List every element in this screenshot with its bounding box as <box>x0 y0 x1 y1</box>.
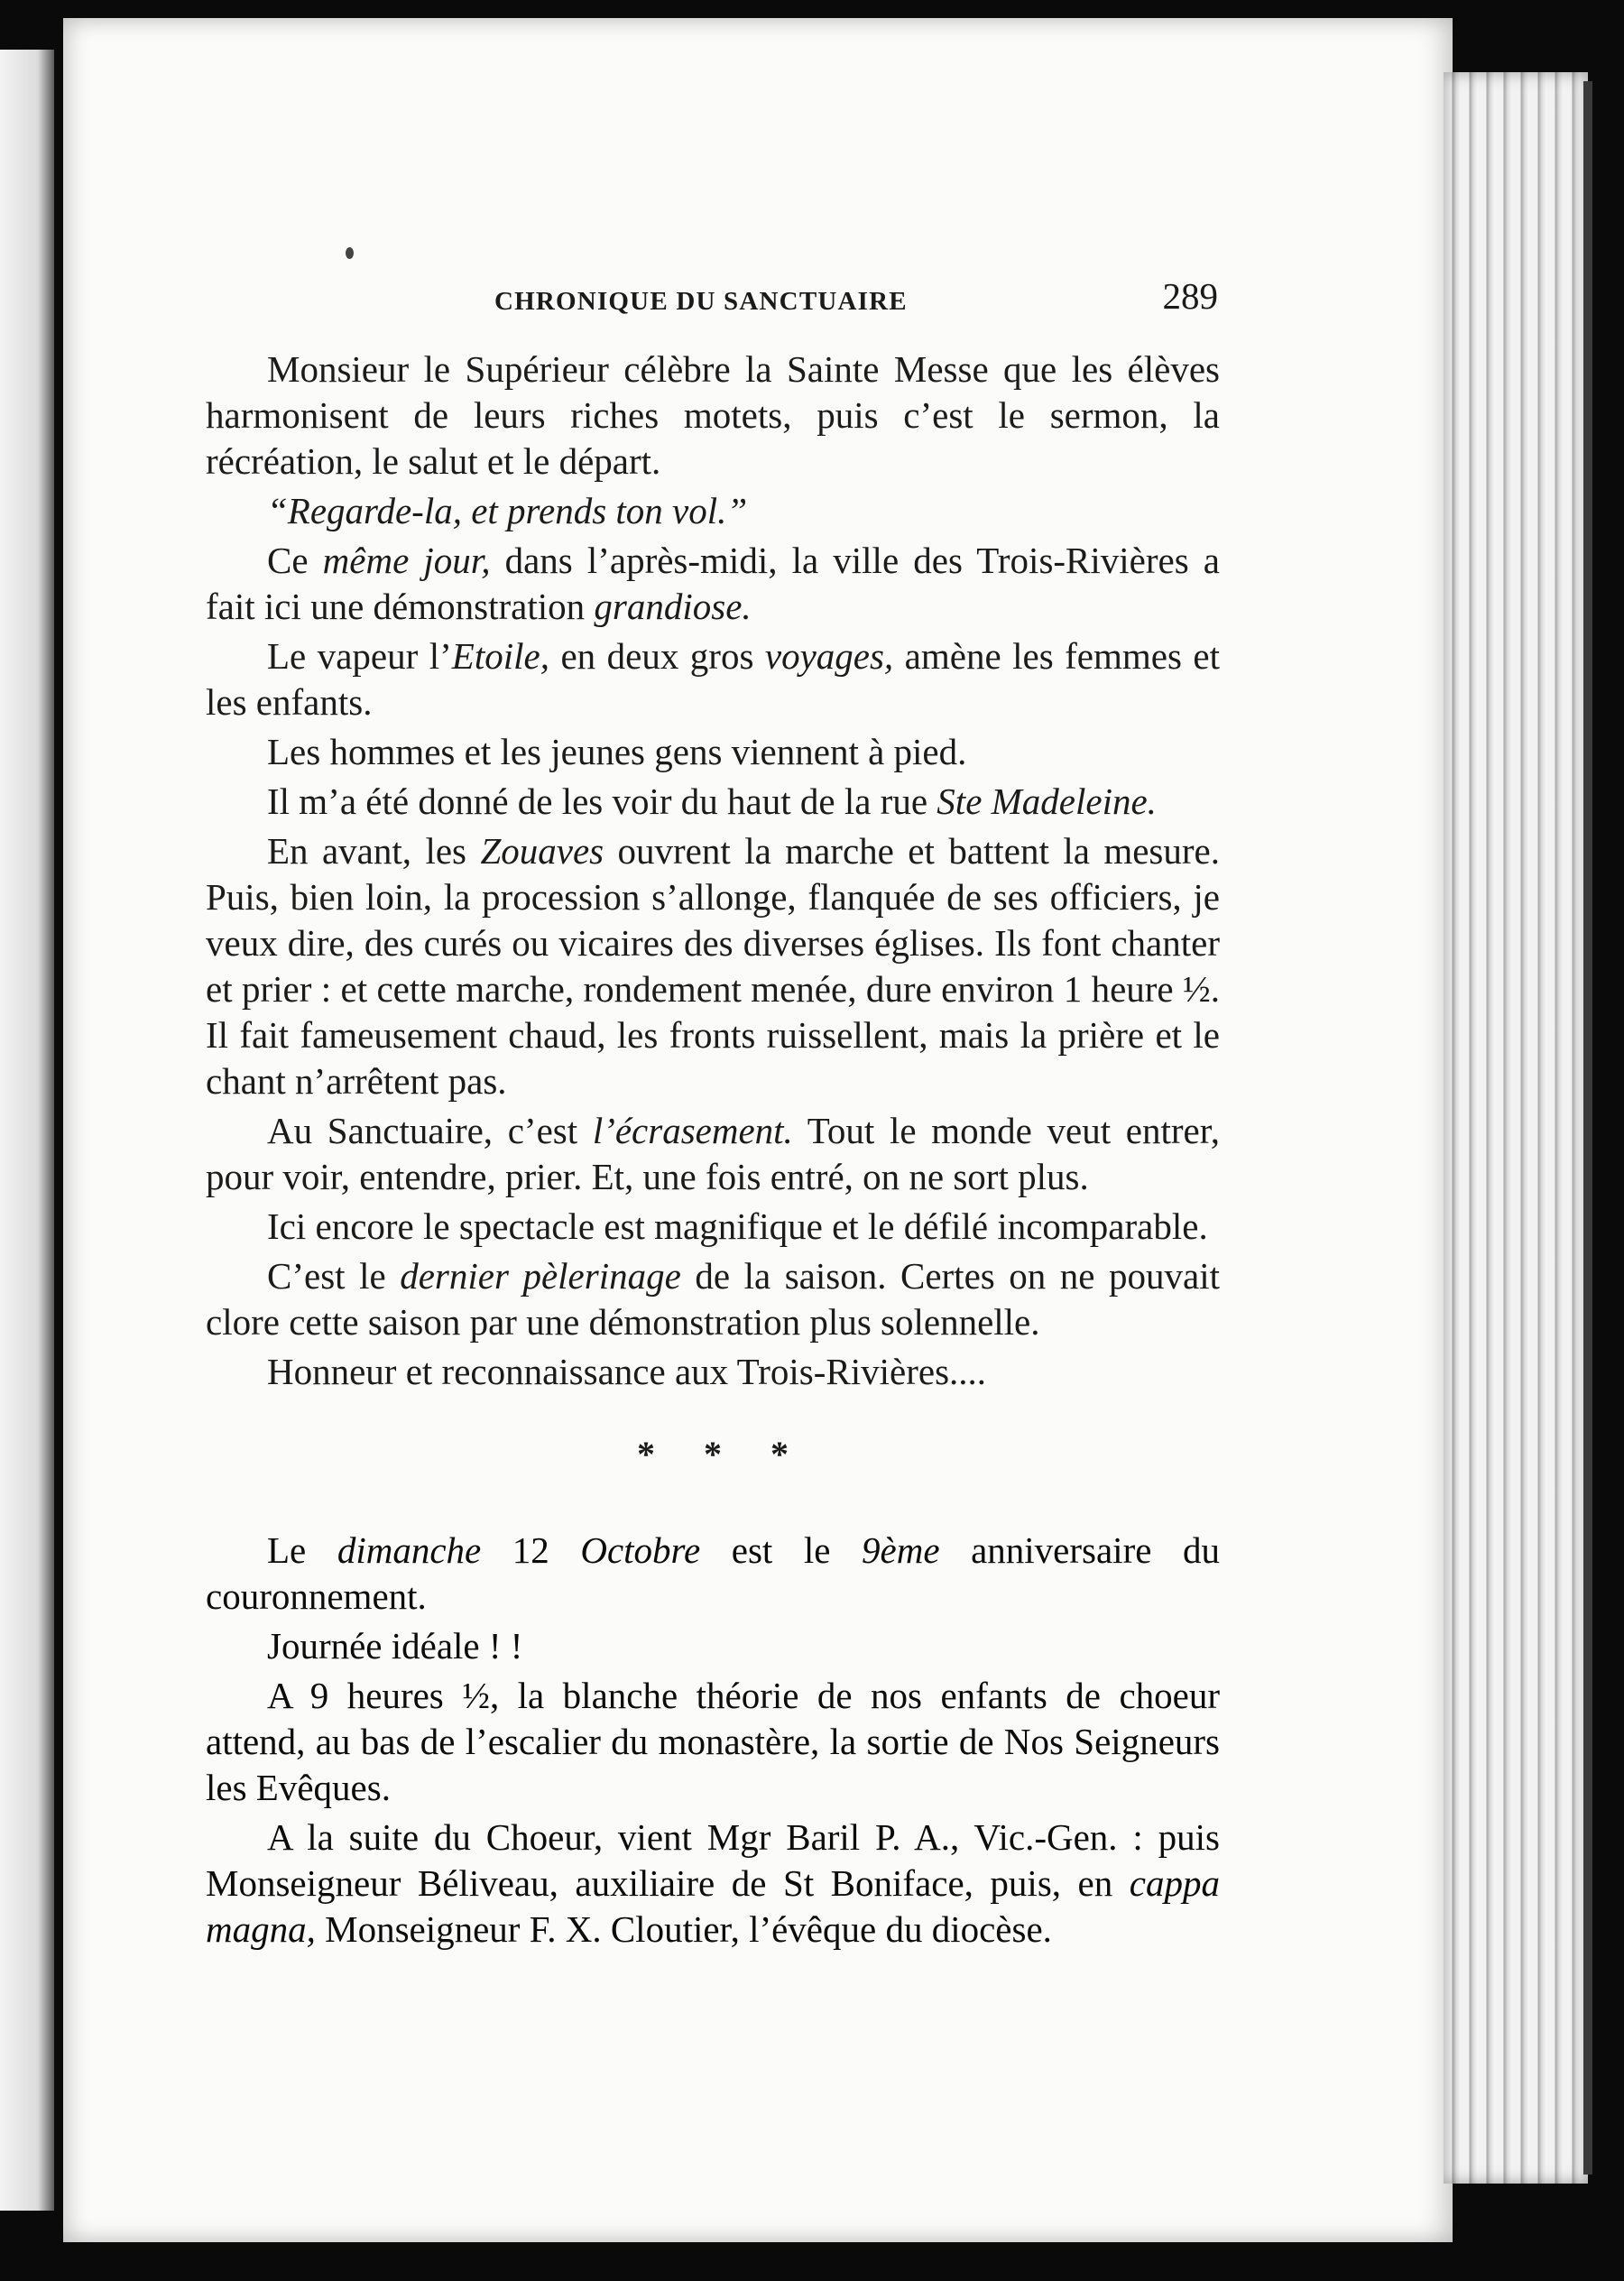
text-run: Honneur et reconnaissance aux Trois-Rivières.... <box>267 1351 987 1392</box>
italic-run: dimanche <box>337 1529 482 1571</box>
paragraph <box>206 1349 1220 1395</box>
text-run: de la saison. Certes on ne pouvait clore cette saison par une démonstration plus solennelle. <box>206 1255 1221 1343</box>
paragraphs-after-divider <box>206 1528 1220 1953</box>
paragraph <box>206 1623 1220 1669</box>
paragraph <box>206 538 1220 630</box>
text-run: Ici encore le spectacle est magnifique et le défilé incomparable. <box>267 1205 1208 1247</box>
text-run: Monseigneur F. X. Cloutier, l’évêque du diocèse. <box>315 1908 1052 1950</box>
previous-page-edge <box>0 50 54 2211</box>
paragraph <box>206 1108 1220 1200</box>
text-run: A la suite du Choeur, vient Mgr Baril P. A., Vic.-Gen. : puis Monseigneur Béliveau, auxiliaire de St Boniface, puis, en <box>206 1816 1220 1904</box>
text-run: C’est le <box>267 1255 401 1297</box>
paragraph <box>206 1253 1220 1345</box>
paragraph <box>206 779 1220 825</box>
paragraph <box>206 1815 1220 1953</box>
italic-run: Etoile, <box>451 635 549 677</box>
italic-run: Ste Madeleine. <box>937 780 1157 822</box>
running-head: CHRONIQUE DU SANCTUAIRE <box>494 287 908 316</box>
text-run: dans l’après-midi, la ville des Trois-Rivières a fait ici une démonstration <box>206 540 1220 627</box>
page-stack-edge <box>1444 72 1588 2184</box>
paragraph <box>206 1204 1220 1250</box>
text-run: est le <box>700 1529 863 1571</box>
text-run: Au Sanctuaire, c’est <box>267 1110 593 1151</box>
paragraphs-before-divider <box>206 346 1220 1395</box>
text-run: anniversaire du couronnement. <box>206 1529 1220 1617</box>
text-run: En avant, les <box>267 830 481 872</box>
text-run: Le vapeur l’ <box>267 635 452 677</box>
text-run: en deux gros <box>549 635 765 677</box>
text-run: Les hommes et les jeunes gens viennent à pied. <box>267 731 967 772</box>
paragraph <box>206 1673 1220 1811</box>
italic-run: l’écrasement. <box>592 1110 793 1151</box>
italic-run: “Regarde-la, et prends ton vol.” <box>267 490 748 531</box>
text-run: Il m’a été donné de les voir du haut de la rue <box>267 780 937 822</box>
text-run: Monsieur le Supérieur célèbre la Sainte Messe que les élèves harmonisent de leurs riches motets, puis c’est le sermon, la récréation, le salut et le départ. <box>206 348 1220 482</box>
paragraph <box>206 633 1220 725</box>
italic-run: dernier pèlerinage <box>400 1255 681 1297</box>
italic-run: cappa magna, <box>206 1862 1220 1950</box>
text-run: Journée idéale ! ! <box>267 1625 523 1667</box>
text-run: Le <box>267 1529 337 1571</box>
page-header <box>208 271 1218 325</box>
paragraph <box>206 729 1220 775</box>
italic-run: grandiose. <box>594 586 752 627</box>
book-spine-shadow <box>1583 81 1592 2175</box>
page-number: 289 <box>1162 275 1218 317</box>
text-run: Tout le monde veut entrer, pour voir, entendre, prier. Et, une fois entré, on ne sort plus. <box>206 1110 1220 1197</box>
paragraph <box>206 828 1220 1104</box>
paragraph <box>206 488 1220 534</box>
section-divider: * * * <box>637 1434 808 1474</box>
text-run: A 9 heures ½, la blanche théorie de nos enfants de choeur attend, au bas de l’escalier du monastère, la sortie de Nos Seigneurs les Evêques. <box>206 1675 1220 1808</box>
ink-speck <box>346 247 354 259</box>
italic-run: voyages, <box>764 635 894 677</box>
italic-run: Zouaves <box>480 830 604 872</box>
text-run: 12 <box>481 1529 581 1571</box>
paragraph <box>206 346 1220 485</box>
text-run: Ce <box>267 540 323 581</box>
text-run: amène les femmes et les enfants. <box>206 635 1220 723</box>
text-run: ouvrent la marche et battent la mesure. Puis, bien loin, la procession s’allonge, flanquée de ses officiers, je veux dire, des curés ou vicaires des diverses églises. Ils font chanter et prier : et cette marche, rondement menée, dure environ 1 heure ½. Il fait fameusement chaud, les fronts ruissellent, mais la prière et le chant n’arrêtent pas. <box>206 830 1220 1102</box>
body-text <box>206 346 1220 1956</box>
italic-run: même jour, <box>322 540 491 581</box>
paragraph <box>206 1528 1220 1620</box>
italic-run: 9ème <box>862 1529 940 1571</box>
italic-run: Octobre <box>580 1529 701 1571</box>
